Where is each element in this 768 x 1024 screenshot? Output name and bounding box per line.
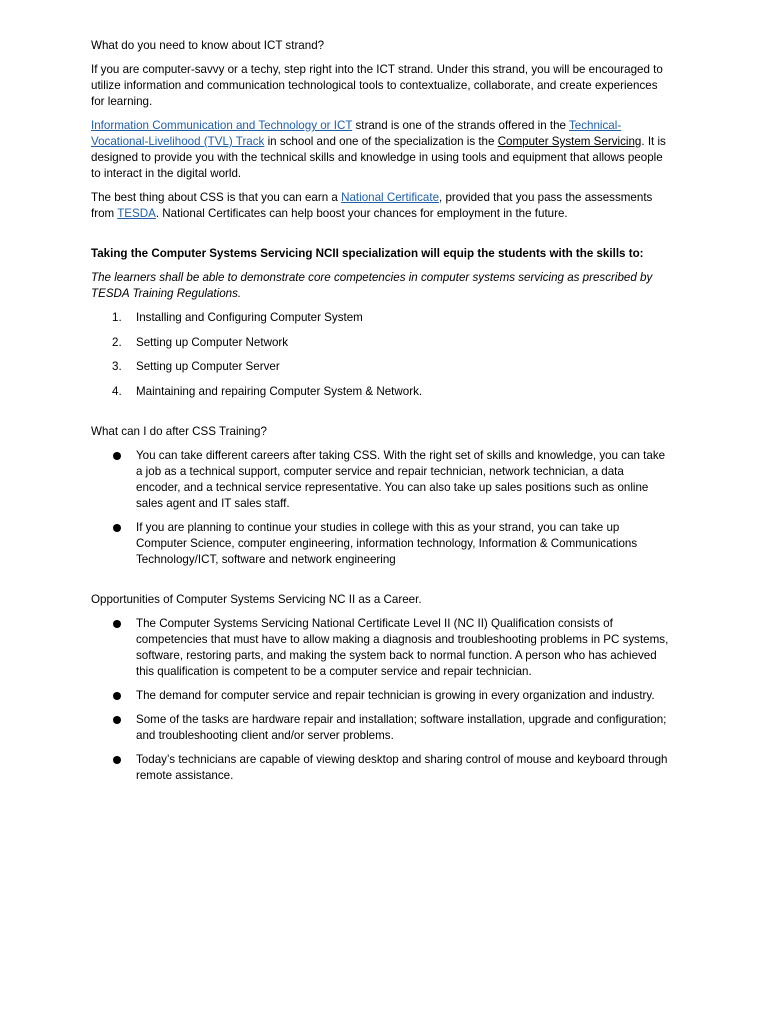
ict-paragraph-text-1: strand is one of the strands offered in the (352, 119, 569, 132)
list-item (91, 384, 671, 400)
list-item-text: Installing and Configuring Computer System (136, 311, 363, 324)
list-item-text: If you are planning to continue your studies in college with this as your strand, you can take up Computer Science, computer engineering, information technology, Information & Communications Technology/ICT, software and network engineering (136, 521, 638, 566)
ict-link[interactable]: Information Communication and Technology or ICT (91, 119, 353, 132)
list-number: 3. (112, 360, 122, 373)
bullet-icon (113, 452, 121, 460)
list-item (91, 359, 671, 375)
list-item-text: Setting up Computer Network (136, 335, 289, 349)
section-heading-ict-strand: What do you need to know about ICT strand? (91, 39, 325, 52)
after-css-bullet-list (91, 448, 671, 568)
spacer (91, 408, 671, 424)
list-item-text: You can take different careers after taking CSS. With the right set of skills and knowledge, you can take a job as a technical support, computer service and repair technician, network technician, a data encoder, and a technical service representative. You can also take up sales positions such as online sales agent and IT sales staff. (136, 449, 666, 510)
spacer (91, 230, 671, 246)
css-paragraph-text-3: . National Certificates can help boost your chances for employment in the future. (155, 207, 568, 220)
list-item (91, 310, 671, 326)
list-item-text: The Computer Systems Servicing National Certificate Level II (NC II) Qualification consists of competencies that must have to allow making a diagnosis and troubleshooting problems in PC systems, software, restoring parts, and making the system back to normal function. A person who has achieved this qualification is competent to be a computer service and repair technician. (136, 617, 669, 678)
list-item (91, 616, 671, 680)
spacer (91, 576, 671, 592)
css-paragraph-text-2: , provided that you pass the assessments from (91, 191, 653, 220)
css-certificate-paragraph (91, 190, 671, 222)
list-number: 1. (112, 311, 122, 324)
list-item (91, 688, 671, 704)
list-item-text: Today’s technicians are capable of viewing desktop and sharing control of mouse and keyboard through remote assistance. (136, 753, 668, 782)
opportunities-bullet-list (91, 616, 671, 784)
ict-strand-paragraph (91, 118, 671, 182)
bullet-icon (113, 620, 121, 628)
tvl-track-link[interactable]: Technical-Vocational-Livelihood (TVL) Track (91, 119, 622, 148)
national-certificate-link[interactable]: National Certificate (341, 191, 440, 204)
list-item (91, 712, 671, 744)
section-heading-after-css: What can I do after CSS Training? (91, 425, 267, 438)
css-underlined-term: Computer System Servicing (497, 135, 642, 148)
ict-paragraph-text-3: . It is designed to provide you with the technical skills and knowledge in using tools and equipment that allows people to interact in the digital world. (91, 135, 666, 180)
list-item (91, 752, 671, 784)
bullet-icon (113, 716, 121, 724)
tesda-link[interactable]: TESDA (117, 207, 156, 220)
competencies-italic-note: The learners shall be able to demonstrate core competencies in computer systems servicing as prescribed by TESDA Training Regulations. (91, 271, 653, 300)
list-item-text: The demand for computer service and repair technician is growing in every organization and industry. (136, 689, 655, 702)
list-item (91, 448, 671, 512)
list-item (91, 520, 671, 568)
skills-numbered-list (91, 310, 671, 400)
bullet-icon (113, 524, 121, 532)
css-paragraph-text-1: The best thing about CSS is that you can earn a (91, 191, 342, 204)
section-heading-skills: Taking the Computer Systems Servicing NCII specialization will equip the students with the skills to: (91, 247, 644, 260)
section-heading-opportunities: Opportunities of Computer Systems Servicing NC II as a Career. (91, 593, 422, 606)
list-item-text: Some of the tasks are hardware repair and installation; software installation, upgrade and configuration; and troubleshooting client and/or server problems. (136, 713, 667, 742)
list-item-text: Maintaining and repairing Computer System & Network. (136, 384, 423, 398)
document-page (91, 38, 671, 792)
bullet-icon (113, 756, 121, 764)
bullet-icon (113, 692, 121, 700)
intro-paragraph: If you are computer-savvy or a techy, step right into the ICT strand. Under this strand, you will be encouraged to utilize information and communication technological tools to contextualize, collaborate, and create experiences for learning. (91, 63, 663, 108)
list-item (91, 335, 671, 351)
list-number: 4. (112, 384, 122, 398)
ict-paragraph-text-2: in school and one of the specialization is the (264, 135, 498, 148)
list-item-text: Setting up Computer Server (136, 360, 280, 373)
list-number: 2. (112, 335, 122, 349)
